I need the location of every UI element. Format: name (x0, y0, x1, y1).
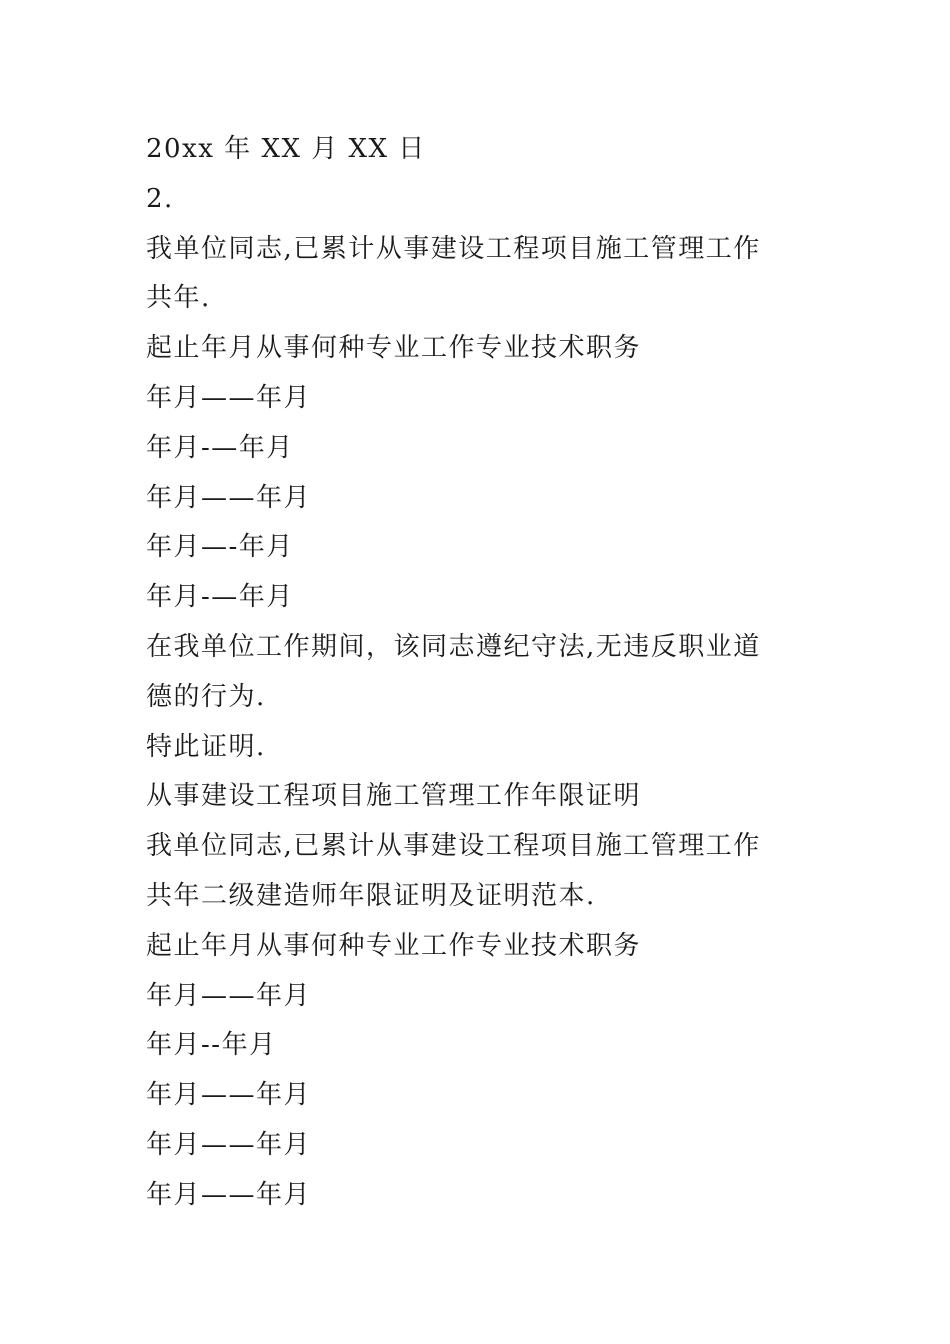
period-line: 年月——年月 (146, 482, 312, 513)
period-line: 年月-—年月 (146, 432, 294, 463)
period-line: 年月——年月 (146, 1179, 312, 1210)
section-number: 2. (146, 183, 174, 214)
document-heading: 从事建设工程项目施工管理工作年限证明 (146, 781, 642, 812)
period-line: 年月——年月 (146, 1080, 312, 1111)
paragraph-line: 德的行为. (146, 681, 266, 712)
paragraph-line: 我单位同志,已累计从事建设工程项目施工管理工作 (146, 831, 761, 862)
paragraph-line: 在我单位工作期间，该同志遵纪守法,无违反职业道 (146, 631, 761, 662)
paragraph-line: 共年二级建造师年限证明及证明范本. (146, 880, 596, 911)
closing-line: 特此证明. (146, 731, 266, 762)
period-line: 年月--年月 (146, 1030, 277, 1061)
table-header-line: 起止年月从事何种专业工作专业技术职务 (146, 930, 642, 961)
period-line: 年月——年月 (146, 980, 312, 1011)
document-body (146, 125, 826, 1221)
period-line: 年月——年月 (146, 382, 312, 413)
date-line: 20xx 年 XX 月 XX 日 (146, 134, 426, 164)
table-header-line: 起止年月从事何种专业工作专业技术职务 (146, 333, 642, 364)
period-line: 年月—-年月 (146, 532, 294, 563)
period-line: 年月——年月 (146, 1129, 312, 1160)
paragraph-line: 共年. (146, 283, 211, 314)
paragraph-line: 我单位同志,已累计从事建设工程项目施工管理工作 (146, 233, 761, 264)
period-line: 年月-—年月 (146, 582, 294, 613)
